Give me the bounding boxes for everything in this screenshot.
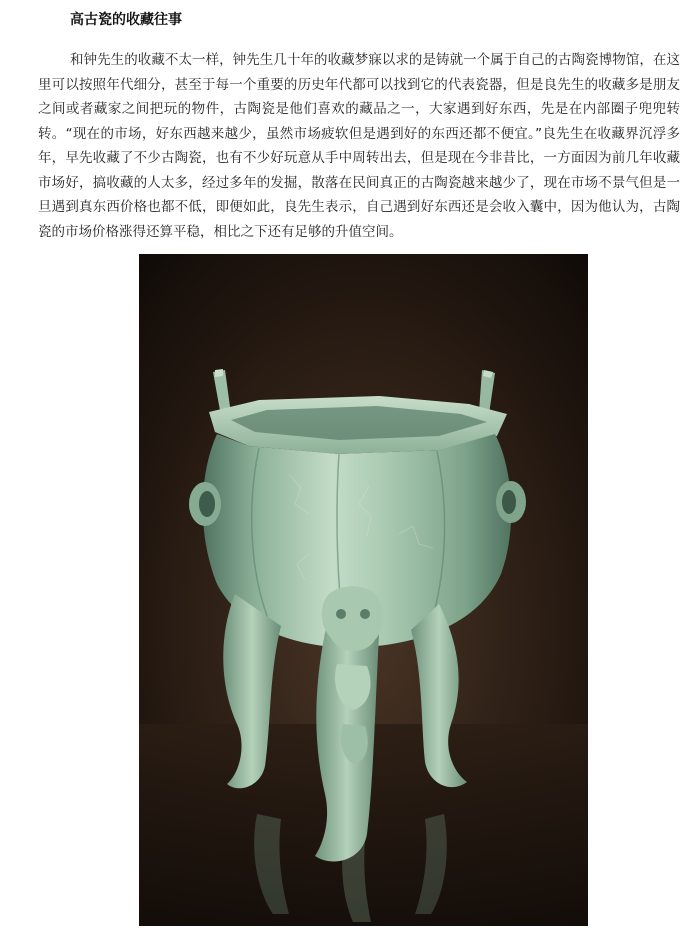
article-paragraph: 和钟先生的收藏不太一样，钟先生几十年的收藏梦寐以求的是铸就一个属于自己的古陶瓷博物馆，在这里可以按照年代细分，甚至于每一个重要的历史年代都可以找到它的代表瓷器，但是良先生的收藏多是朋友之间或者藏家之间把玩的物件，古陶瓷是他们喜欢的藏品之一，大家遇到好东西，先是在内部圈子兜兜转转。“现在的市场，好东西越来越少，虽然市场疲软但是遇到好的东西还都不便宜。”良先生在收藏界沉浮多年，早先收藏了不少古陶瓷，也有不少好玩意从手中周转出去，但是现在今非昔比，一方面因为前几年收藏市场好，搞收藏的人太多，经过多年的发掘，散落在民间真正的古陶瓷越来越少了，现在市场不景气但是一旦遇到真东西价格也都不低，即便如此，良先生表示，自己遇到好东西还是会收入囊中，因为他认为，古陶瓷的市场价格涨得还算平稳，相比之下还有足够的升值空间。	[38, 52, 680, 240]
celadon-censer-illustration	[139, 254, 588, 926]
celadon-censer-photo	[139, 254, 588, 926]
article-title: 高古瓷的收藏往事	[70, 12, 182, 28]
